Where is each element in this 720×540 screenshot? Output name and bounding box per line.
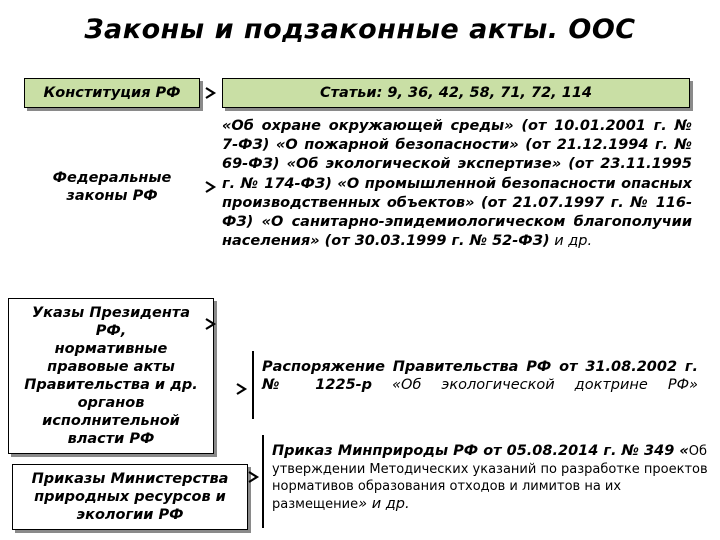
decree-title: Распоряжение Правительства РФ от 31.08.2002 г. № 1225-р xyxy=(262,359,698,393)
decrees-line: органов xyxy=(77,395,145,411)
decrees-line: правовые акты xyxy=(47,359,175,375)
decrees-box xyxy=(8,298,214,454)
decrees-line: Правительства и др. xyxy=(24,377,198,393)
constitution-label: Конституция РФ xyxy=(43,85,181,101)
arrow-right-icon xyxy=(203,180,219,194)
law-fire-safety: «О пожарной безопасности» (от 21.12.1994 г. № 69-ФЗ) xyxy=(222,137,692,173)
page-title: Законы и подзаконные акты. ООС xyxy=(84,14,636,45)
ministry-orders-line: природных ресурсов и xyxy=(34,489,226,505)
ministry-orders-line: экологии РФ xyxy=(76,507,184,523)
law-sanitary: «О санитарно-эпидемиологическом благополучии населения» (от 30.03.1999 г. № 52-ФЗ) xyxy=(222,214,692,250)
federal-laws-line: Федеральные xyxy=(52,170,172,186)
law-environment: «Об охране окружающей среды» (от 10.01.2001 г. № 7-ФЗ) xyxy=(222,118,692,154)
articles-label: Статьи: 9, 36, 42, 58, 71, 72, 114 xyxy=(320,85,592,101)
decrees-line: нормативные xyxy=(54,341,168,357)
law-etc: и др. xyxy=(549,233,593,250)
government-decree xyxy=(252,351,698,419)
decrees-line: исполнительной xyxy=(42,413,180,429)
articles-box xyxy=(222,78,690,108)
arrow-right-icon xyxy=(203,317,219,331)
order-etc: и др. xyxy=(371,495,410,512)
federal-laws-list xyxy=(222,117,692,251)
order-close: » xyxy=(358,495,372,512)
ministry-orders-line: Приказы Министерства xyxy=(31,471,229,487)
ministry-order xyxy=(262,435,708,528)
arrow-right-icon xyxy=(234,382,250,396)
decree-subject: «Об экологической доктрине РФ» xyxy=(372,376,699,393)
law-ecological-expertise: «Об экологической экспертизе» (от 23.11.1995 г. № 174-ФЗ) xyxy=(222,156,692,192)
decrees-line: РФ, xyxy=(95,323,127,339)
arrow-right-icon xyxy=(203,86,219,100)
federal-laws-box xyxy=(24,160,200,216)
order-subject: Об утверждении Методических указаний по разработке проектов нормативов образования отходов и лимитов на их размещение xyxy=(272,444,708,512)
decrees-line: Указы Президента xyxy=(31,305,191,321)
constitution-box xyxy=(24,78,200,108)
decrees-line: власти РФ xyxy=(67,431,155,447)
ministry-orders-box xyxy=(12,464,248,530)
order-title: Приказ Минприроды РФ от 05.08.2014 г. № 349 « xyxy=(272,443,689,459)
arrow-right-icon xyxy=(246,470,262,484)
federal-laws-line: законы РФ xyxy=(66,188,158,204)
law-industrial-safety: «О промышленной безопасности опасных производственных объектов» (от 21.07.1997 г. № 116-ФЗ) xyxy=(222,175,692,231)
